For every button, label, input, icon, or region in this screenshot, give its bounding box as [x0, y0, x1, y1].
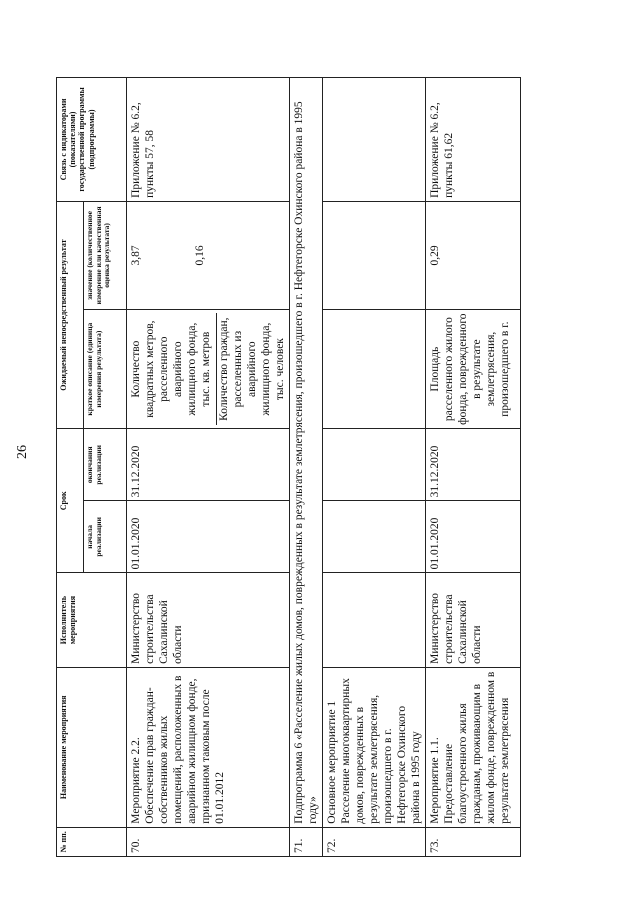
row-70-name: Мероприятие 2.2. Обеспечение прав граждан-собственников жилых помещений, расположенных в аварийном жилищном фонде, признанном таковым после 01.01.2012 — [127, 667, 290, 827]
row-70-desc-cell — [127, 309, 290, 428]
row-70-end: 31.12.2020 — [127, 429, 290, 501]
row-73-start: 01.01.2020 — [426, 501, 521, 573]
row-73-end: 31.12.2020 — [426, 429, 521, 501]
row-70-executor: Министерство строительства Сахалинской области — [127, 573, 290, 668]
header-expected-value: значение (количественное измерение или качественная оценка результата) — [84, 201, 127, 309]
row-73-name: Мероприятие 1.1. Предоставление благоустроенного жилья гражданам, проживающим в жилом фонде, поврежденном в результате землетрясения — [426, 667, 521, 827]
subprogram-row — [290, 78, 323, 857]
row-73-link: Приложение № 6.2, пункты 61,62 — [426, 78, 521, 202]
row-73-value: 0,29 — [426, 201, 521, 309]
table-row — [323, 78, 426, 857]
row-73-executor: Министерство строительства Сахалинской области — [426, 573, 521, 668]
row-72-name: Основное мероприятие 1 Расселение многоквартирных домов, поврежденных в результате землетрясения, произошедшего в г. Нефтегорске Охинского района в 1995 году — [323, 667, 426, 827]
header-term-start: начала реализации — [84, 501, 127, 573]
header-link: Связь с индикаторами (показателями) государственной программы (подпрограммы) — [57, 78, 127, 202]
table-row — [426, 78, 521, 857]
activities-table — [56, 77, 521, 857]
row-70-link: Приложение № 6.2, пункты 57, 58 — [127, 78, 290, 202]
header-expected: Ожидаемый непосредственный результат — [57, 201, 84, 428]
row-70-value-1: 3,87 — [130, 245, 142, 266]
row-70-value-2: 0,16 — [194, 245, 206, 266]
row-73-desc: Площадь расселенного жилого фонда, поврежденного в результате землетрясения, произошедшего в г. — [426, 309, 521, 428]
page-number: 26 — [15, 445, 30, 459]
header-term: Срок — [57, 429, 84, 573]
table-row — [127, 78, 290, 857]
header-expected-desc: краткое описание (единица измерения результата) — [84, 309, 127, 428]
row-71-subprogram-title: Подпрограмма 6 «Расселение жилых домов, поврежденных в результате землетрясения, произошедшего в г. Нефтегорске Охинского района в 1995 году» — [290, 78, 323, 828]
row-70-no: 70. — [127, 827, 290, 856]
row-70-start: 01.01.2020 — [127, 501, 290, 573]
header-no: № пп. — [57, 827, 127, 856]
row-72-no: 72. — [323, 827, 426, 856]
header-term-end: окончания реализации — [84, 429, 127, 501]
header-executor: Исполнитель мероприятия — [57, 573, 127, 668]
header-name: Наименование мероприятия — [57, 667, 127, 827]
rotated-page-content — [56, 77, 596, 857]
row-73-no: 73. — [426, 827, 521, 856]
row-70-value-cell — [127, 201, 290, 309]
row-70-desc-1: Количество квадратных метров, расселенного аварийного жилищного фонда, тыс. кв. метров — [129, 313, 217, 425]
row-71-no: 71. — [290, 827, 323, 856]
row-70-desc-2: Количество граждан, расселенных из аварийного жилищного фонда, тыс. человек — [218, 317, 287, 421]
